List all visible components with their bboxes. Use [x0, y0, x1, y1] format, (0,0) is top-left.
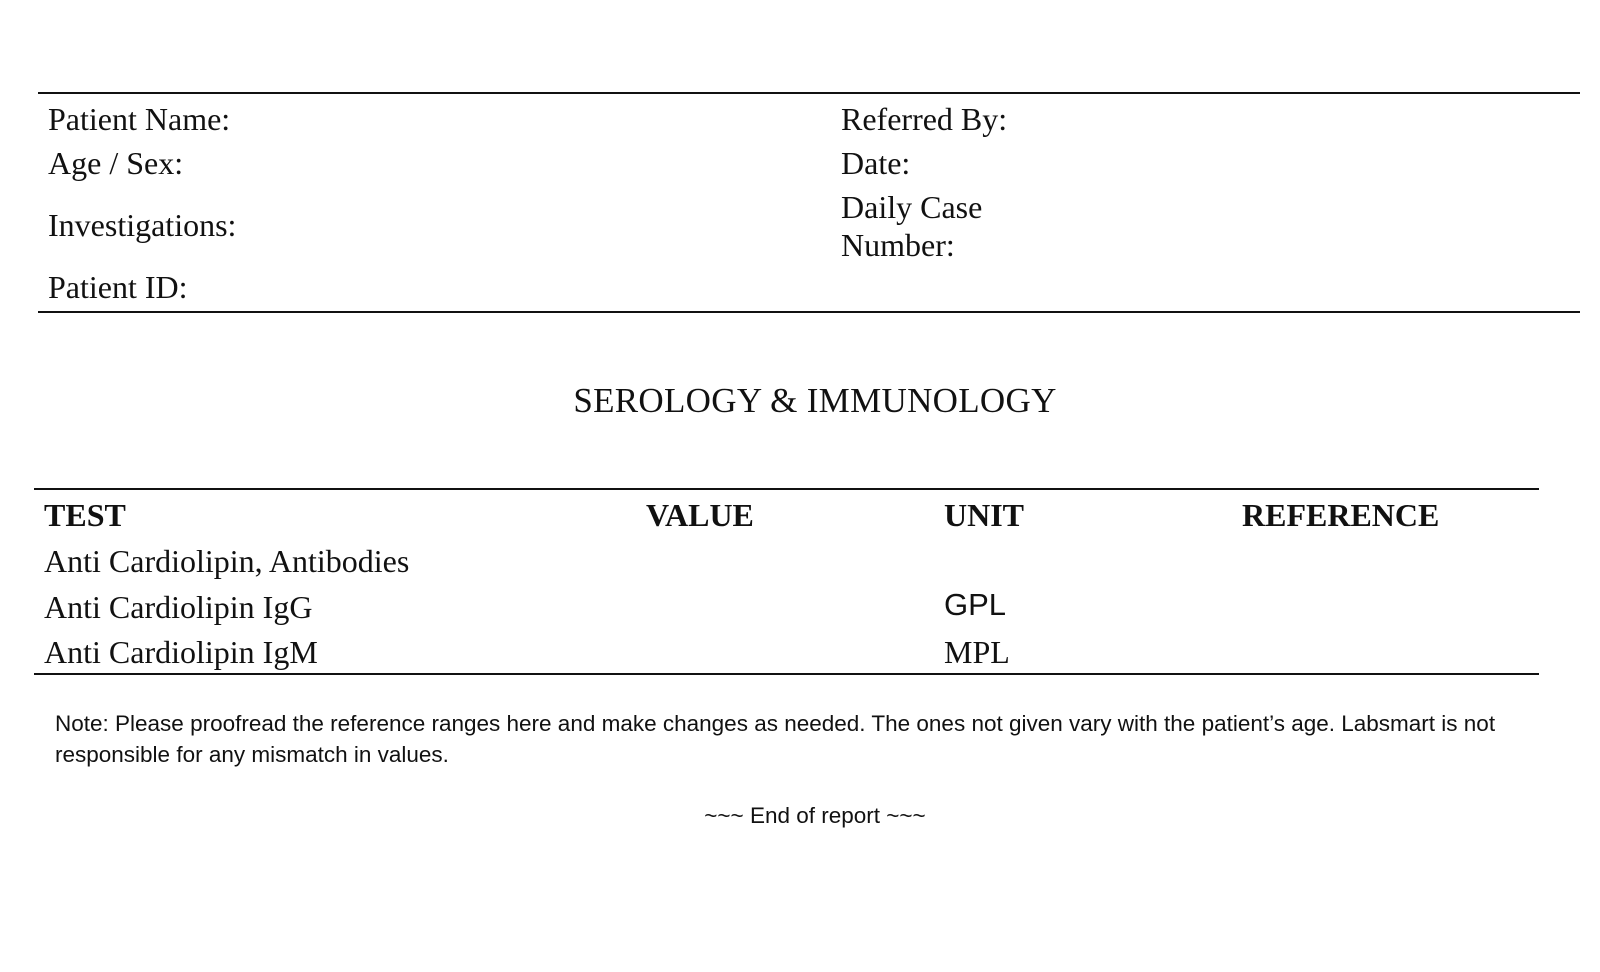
section-title: SEROLOGY & IMMUNOLOGY — [573, 381, 1057, 420]
table-row-test: Anti Cardiolipin IgG — [44, 589, 313, 625]
disclaimer-note: Note: Please proofread the reference ranges here and make changes as needed. The ones not given vary with the patient’s age. Labsmart is not responsible for any mismatch in values. — [55, 711, 1496, 767]
patient-name-label: Patient Name: — [48, 101, 231, 137]
table-row-unit: MPL — [944, 634, 1010, 670]
column-header-value: VALUE — [646, 497, 754, 533]
patient-id-label: Patient ID: — [48, 269, 188, 305]
results-table — [34, 488, 1539, 675]
table-row-unit: GPL — [944, 587, 1007, 622]
referred-by-label: Referred By: — [841, 101, 1008, 137]
table-row-test: Anti Cardiolipin, Antibodies — [44, 543, 410, 579]
column-header-reference: REFERENCE — [1242, 497, 1440, 533]
end-of-report: ~~~ End of report ~~~ — [704, 803, 926, 828]
patient-details-section — [38, 92, 1580, 313]
column-header-unit: UNIT — [944, 497, 1025, 533]
age-sex-label: Age / Sex: — [48, 145, 184, 181]
investigations-label: Investigations: — [48, 207, 237, 243]
column-header-test: TEST — [44, 497, 126, 533]
daily-case-number-label: Daily Case Number: — [841, 189, 983, 263]
date-label: Date: — [841, 145, 911, 181]
table-row-test: Anti Cardiolipin IgM — [44, 634, 318, 670]
